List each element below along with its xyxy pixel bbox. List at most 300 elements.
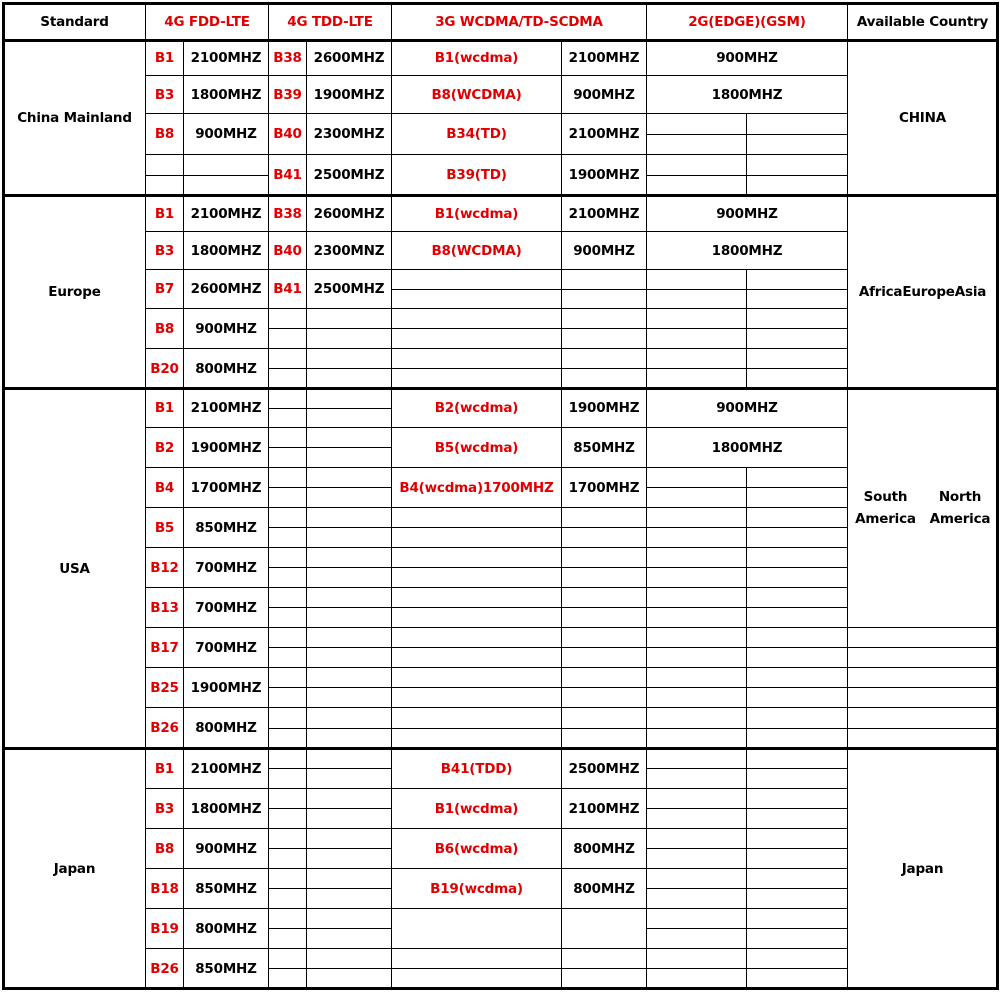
country-line: North America [929, 489, 991, 527]
wcdma-frequency: 1700MHZ [561, 467, 647, 508]
empty-cell [646, 808, 747, 829]
empty-cell [391, 667, 562, 688]
empty-cell [847, 707, 998, 729]
fdd-band: B17 [145, 627, 184, 668]
empty-cell [268, 308, 307, 329]
empty-cell [306, 527, 392, 548]
empty-cell [746, 667, 848, 688]
wcdma-band: B34(TD) [391, 113, 562, 155]
empty-cell [268, 467, 307, 488]
fdd-band: B3 [145, 231, 184, 270]
fdd-frequency: 1800MHZ [183, 231, 269, 270]
empty-cell [746, 848, 848, 869]
fdd-band: B12 [145, 547, 184, 588]
empty-cell [268, 888, 307, 909]
empty-cell [561, 908, 647, 949]
country-line: Africa [858, 284, 903, 300]
empty-cell [391, 707, 562, 729]
header-available-country: Available Country [847, 3, 998, 41]
fdd-band: B25 [145, 667, 184, 708]
empty-cell [183, 154, 269, 176]
wcdma-frequency: 1900MHZ [561, 388, 647, 428]
fdd-band: B26 [145, 948, 184, 989]
gsm-frequency: 1800MHZ [646, 231, 848, 270]
tdd-band: B41 [268, 154, 307, 196]
available-country: CHINA [847, 40, 998, 196]
empty-cell [646, 948, 747, 969]
fdd-band: B7 [145, 269, 184, 309]
empty-cell [746, 527, 848, 548]
empty-cell [145, 154, 184, 176]
wcdma-frequency: 900MHZ [561, 231, 647, 270]
empty-cell [268, 667, 307, 688]
empty-cell [306, 808, 392, 829]
fdd-band: B20 [145, 348, 184, 389]
empty-cell [746, 828, 848, 849]
empty-cell [646, 848, 747, 869]
empty-cell [306, 487, 392, 508]
empty-cell [746, 687, 848, 708]
empty-cell [746, 467, 848, 488]
available-country [847, 388, 998, 628]
empty-cell [746, 567, 848, 588]
empty-cell [746, 113, 848, 135]
empty-cell [746, 175, 848, 196]
empty-cell [306, 707, 392, 729]
empty-cell [847, 647, 998, 668]
country-line: Europe [902, 284, 955, 300]
empty-cell [391, 627, 562, 648]
empty-cell [561, 328, 647, 349]
tdd-band: B41 [268, 269, 307, 309]
empty-cell [306, 948, 392, 969]
empty-cell [847, 687, 998, 708]
empty-cell [561, 707, 647, 729]
empty-cell [391, 507, 562, 528]
available-country: Japan [847, 748, 998, 989]
empty-cell [268, 968, 307, 989]
empty-cell [268, 768, 307, 789]
empty-cell [561, 507, 647, 528]
gsm-frequency: 900MHZ [646, 195, 848, 232]
empty-cell [391, 968, 562, 989]
region-name: Europe [3, 195, 146, 389]
empty-cell [746, 808, 848, 829]
empty-cell [391, 687, 562, 708]
empty-cell [268, 328, 307, 349]
fdd-band: B1 [145, 195, 184, 232]
empty-cell [561, 667, 647, 688]
empty-cell [391, 527, 562, 548]
empty-cell [646, 269, 747, 290]
empty-cell [847, 627, 998, 648]
fdd-band: B1 [145, 40, 184, 76]
empty-cell [561, 308, 647, 329]
empty-cell [306, 567, 392, 588]
empty-cell [646, 527, 747, 548]
wcdma-band: B4(wcdma)1700MHZ [391, 467, 562, 508]
gsm-frequency: 1800MHZ [646, 427, 848, 468]
fdd-frequency: 2100MHZ [183, 748, 269, 789]
wcdma-band: B8(WCDMA) [391, 75, 562, 114]
tdd-frequency: 1900MHZ [306, 75, 392, 114]
empty-cell [561, 269, 647, 290]
empty-cell [268, 427, 307, 448]
wcdma-frequency: 2100MHZ [561, 195, 647, 232]
wcdma-frequency: 2100MHZ [561, 40, 647, 76]
empty-cell [646, 707, 747, 729]
empty-cell [646, 587, 747, 608]
empty-cell [391, 289, 562, 309]
empty-cell [306, 587, 392, 608]
empty-cell [746, 768, 848, 789]
empty-cell [561, 289, 647, 309]
empty-cell [183, 175, 269, 196]
tdd-frequency: 2300MNZ [306, 231, 392, 270]
empty-cell [646, 134, 747, 155]
tdd-band: B40 [268, 113, 307, 155]
fdd-frequency: 850MHZ [183, 948, 269, 989]
empty-cell [306, 348, 392, 369]
fdd-band: B13 [145, 587, 184, 628]
empty-cell [306, 627, 392, 648]
tdd-band: B38 [268, 40, 307, 76]
empty-cell [646, 507, 747, 528]
header-2g-gsm: 2G(EDGE)(GSM) [646, 3, 848, 41]
empty-cell [746, 868, 848, 889]
wcdma-frequency: 1900MHZ [561, 154, 647, 196]
section-divider [3, 39, 997, 42]
section-divider [3, 747, 997, 750]
empty-cell [561, 547, 647, 568]
empty-cell [561, 607, 647, 628]
empty-cell [561, 587, 647, 608]
empty-cell [306, 308, 392, 329]
empty-cell [561, 728, 647, 749]
empty-cell [746, 908, 848, 929]
wcdma-band: B1(wcdma) [391, 195, 562, 232]
fdd-frequency: 700MHZ [183, 587, 269, 628]
available-country [847, 195, 998, 389]
empty-cell [391, 567, 562, 588]
empty-cell [391, 328, 562, 349]
fdd-frequency: 700MHZ [183, 627, 269, 668]
country-line: Asia [954, 284, 987, 300]
empty-cell [268, 707, 307, 729]
wcdma-band: B5(wcdma) [391, 427, 562, 468]
fdd-frequency: 1900MHZ [183, 667, 269, 708]
empty-cell [268, 728, 307, 749]
region-name: China Mainland [3, 40, 146, 196]
empty-cell [391, 728, 562, 749]
empty-cell [306, 888, 392, 909]
empty-cell [746, 948, 848, 969]
empty-cell [268, 408, 307, 428]
empty-cell [268, 507, 307, 528]
fdd-band: B19 [145, 908, 184, 949]
fdd-band: B5 [145, 507, 184, 548]
empty-cell [268, 627, 307, 648]
empty-cell [646, 908, 747, 929]
empty-cell [391, 587, 562, 608]
empty-cell [746, 788, 848, 809]
wcdma-frequency: 900MHZ [561, 75, 647, 114]
empty-cell [268, 928, 307, 949]
fdd-band: B3 [145, 75, 184, 114]
wcdma-band: B1(wcdma) [391, 788, 562, 829]
empty-cell [561, 567, 647, 588]
empty-cell [391, 368, 562, 389]
fdd-frequency: 800MHZ [183, 348, 269, 389]
empty-cell [306, 667, 392, 688]
empty-cell [268, 748, 307, 769]
empty-cell [746, 587, 848, 608]
wcdma-frequency: 2100MHZ [561, 113, 647, 155]
empty-cell [746, 328, 848, 349]
fdd-band: B18 [145, 868, 184, 909]
empty-cell [306, 388, 392, 409]
fdd-frequency: 1700MHZ [183, 467, 269, 508]
empty-cell [391, 908, 562, 949]
empty-cell [646, 348, 747, 369]
empty-cell [561, 527, 647, 548]
fdd-band: B8 [145, 828, 184, 869]
empty-cell [268, 828, 307, 849]
empty-cell [391, 647, 562, 668]
fdd-frequency: 1900MHZ [183, 427, 269, 468]
empty-cell [268, 348, 307, 369]
fdd-band: B4 [145, 467, 184, 508]
empty-cell [306, 368, 392, 389]
empty-cell [268, 388, 307, 409]
empty-cell [646, 687, 747, 708]
empty-cell [746, 627, 848, 648]
empty-cell [306, 828, 392, 849]
wcdma-frequency: 800MHZ [561, 828, 647, 869]
empty-cell [306, 868, 392, 889]
empty-cell [561, 968, 647, 989]
empty-cell [268, 848, 307, 869]
empty-cell [646, 328, 747, 349]
empty-cell [268, 808, 307, 829]
empty-cell [847, 667, 998, 688]
empty-cell [746, 547, 848, 568]
empty-cell [646, 487, 747, 508]
wcdma-band: B39(TD) [391, 154, 562, 196]
header-3g-wcdma: 3G WCDMA/TD-SCDMA [391, 3, 647, 41]
empty-cell [268, 647, 307, 668]
header-4g-tdd-lte: 4G TDD-LTE [268, 3, 392, 41]
fdd-frequency: 900MHZ [183, 308, 269, 349]
wcdma-band: B2(wcdma) [391, 388, 562, 428]
tdd-frequency: 2300MHZ [306, 113, 392, 155]
tdd-band: B39 [268, 75, 307, 114]
gsm-frequency: 1800MHZ [646, 75, 848, 114]
fdd-frequency: 850MHZ [183, 868, 269, 909]
empty-cell [646, 868, 747, 889]
empty-cell [306, 427, 392, 448]
empty-cell [561, 627, 647, 648]
empty-cell [306, 328, 392, 349]
empty-cell [306, 467, 392, 488]
fdd-band: B2 [145, 427, 184, 468]
empty-cell [646, 368, 747, 389]
fdd-frequency: 1800MHZ [183, 75, 269, 114]
empty-cell [646, 748, 747, 769]
empty-cell [306, 728, 392, 749]
empty-cell [391, 547, 562, 568]
wcdma-band: B8(WCDMA) [391, 231, 562, 270]
empty-cell [746, 707, 848, 729]
empty-cell [646, 113, 747, 135]
empty-cell [746, 154, 848, 176]
section-divider [3, 387, 997, 390]
fdd-frequency: 700MHZ [183, 547, 269, 588]
empty-cell [391, 308, 562, 329]
empty-cell [646, 547, 747, 568]
empty-cell [746, 308, 848, 329]
empty-cell [391, 269, 562, 290]
empty-cell [746, 888, 848, 909]
tdd-band: B40 [268, 231, 307, 270]
empty-cell [646, 928, 747, 949]
fdd-frequency: 850MHZ [183, 507, 269, 548]
fdd-frequency: 900MHZ [183, 828, 269, 869]
empty-cell [306, 768, 392, 789]
region-name: USA [3, 388, 146, 749]
fdd-frequency: 1800MHZ [183, 788, 269, 829]
empty-cell [646, 768, 747, 789]
fdd-band: B26 [145, 707, 184, 749]
empty-cell [746, 368, 848, 389]
empty-cell [306, 928, 392, 949]
empty-cell [268, 687, 307, 708]
empty-cell [268, 587, 307, 608]
wcdma-band: B41(TDD) [391, 748, 562, 789]
fdd-frequency: 2100MHZ [183, 40, 269, 76]
empty-cell [847, 728, 998, 749]
empty-cell [646, 607, 747, 628]
wcdma-frequency: 2500MHZ [561, 748, 647, 789]
empty-cell [646, 667, 747, 688]
wcdma-frequency: 2100MHZ [561, 788, 647, 829]
gsm-frequency: 900MHZ [646, 40, 848, 76]
fdd-band: B1 [145, 748, 184, 789]
empty-cell [646, 154, 747, 176]
fdd-frequency: 800MHZ [183, 707, 269, 749]
empty-cell [746, 647, 848, 668]
empty-cell [306, 607, 392, 628]
empty-cell [268, 788, 307, 809]
empty-cell [646, 627, 747, 648]
empty-cell [561, 368, 647, 389]
empty-cell [306, 968, 392, 989]
country-line: South America [855, 489, 916, 527]
section-divider [3, 194, 997, 197]
tdd-frequency: 2500MHZ [306, 154, 392, 196]
empty-cell [306, 408, 392, 428]
empty-cell [746, 607, 848, 628]
empty-cell [646, 828, 747, 849]
empty-cell [746, 507, 848, 528]
wcdma-band: B1(wcdma) [391, 40, 562, 76]
empty-cell [646, 567, 747, 588]
wcdma-band: B19(wcdma) [391, 868, 562, 909]
empty-cell [268, 868, 307, 889]
empty-cell [646, 175, 747, 196]
fdd-frequency: 2600MHZ [183, 269, 269, 309]
empty-cell [646, 728, 747, 749]
header-standard: Standard [3, 3, 146, 41]
header-4g-fdd-lte: 4G FDD-LTE [145, 3, 269, 41]
empty-cell [391, 607, 562, 628]
empty-cell [746, 728, 848, 749]
empty-cell [268, 908, 307, 929]
empty-cell [306, 647, 392, 668]
empty-cell [646, 308, 747, 329]
wcdma-band: B6(wcdma) [391, 828, 562, 869]
empty-cell [268, 547, 307, 568]
empty-cell [646, 467, 747, 488]
wcdma-frequency: 800MHZ [561, 868, 647, 909]
fdd-frequency: 2100MHZ [183, 388, 269, 428]
gsm-frequency: 900MHZ [646, 388, 848, 428]
empty-cell [268, 368, 307, 389]
fdd-frequency: 2100MHZ [183, 195, 269, 232]
empty-cell [306, 788, 392, 809]
tdd-frequency: 2600MHZ [306, 195, 392, 232]
empty-cell [646, 968, 747, 989]
empty-cell [561, 348, 647, 369]
wcdma-frequency: 850MHZ [561, 427, 647, 468]
empty-cell [306, 687, 392, 708]
empty-cell [646, 888, 747, 909]
empty-cell [561, 687, 647, 708]
empty-cell [746, 289, 848, 309]
region-name: Japan [3, 748, 146, 989]
fdd-band: B1 [145, 388, 184, 428]
empty-cell [145, 175, 184, 196]
empty-cell [268, 447, 307, 468]
empty-cell [306, 447, 392, 468]
empty-cell [646, 788, 747, 809]
fdd-frequency: 800MHZ [183, 908, 269, 949]
empty-cell [746, 348, 848, 369]
empty-cell [646, 647, 747, 668]
empty-cell [391, 948, 562, 969]
empty-cell [561, 647, 647, 668]
empty-cell [746, 134, 848, 155]
empty-cell [746, 928, 848, 949]
fdd-frequency: 900MHZ [183, 113, 269, 155]
empty-cell [268, 567, 307, 588]
tdd-frequency: 2500MHZ [306, 269, 392, 309]
empty-cell [306, 908, 392, 929]
fdd-band: B3 [145, 788, 184, 829]
empty-cell [746, 748, 848, 769]
empty-cell [268, 487, 307, 508]
empty-cell [746, 968, 848, 989]
fdd-band: B8 [145, 113, 184, 155]
tdd-band: B38 [268, 195, 307, 232]
empty-cell [646, 289, 747, 309]
empty-cell [746, 269, 848, 290]
empty-cell [268, 607, 307, 628]
fdd-band: B8 [145, 308, 184, 349]
empty-cell [306, 848, 392, 869]
tdd-frequency: 2600MHZ [306, 40, 392, 76]
empty-cell [306, 748, 392, 769]
